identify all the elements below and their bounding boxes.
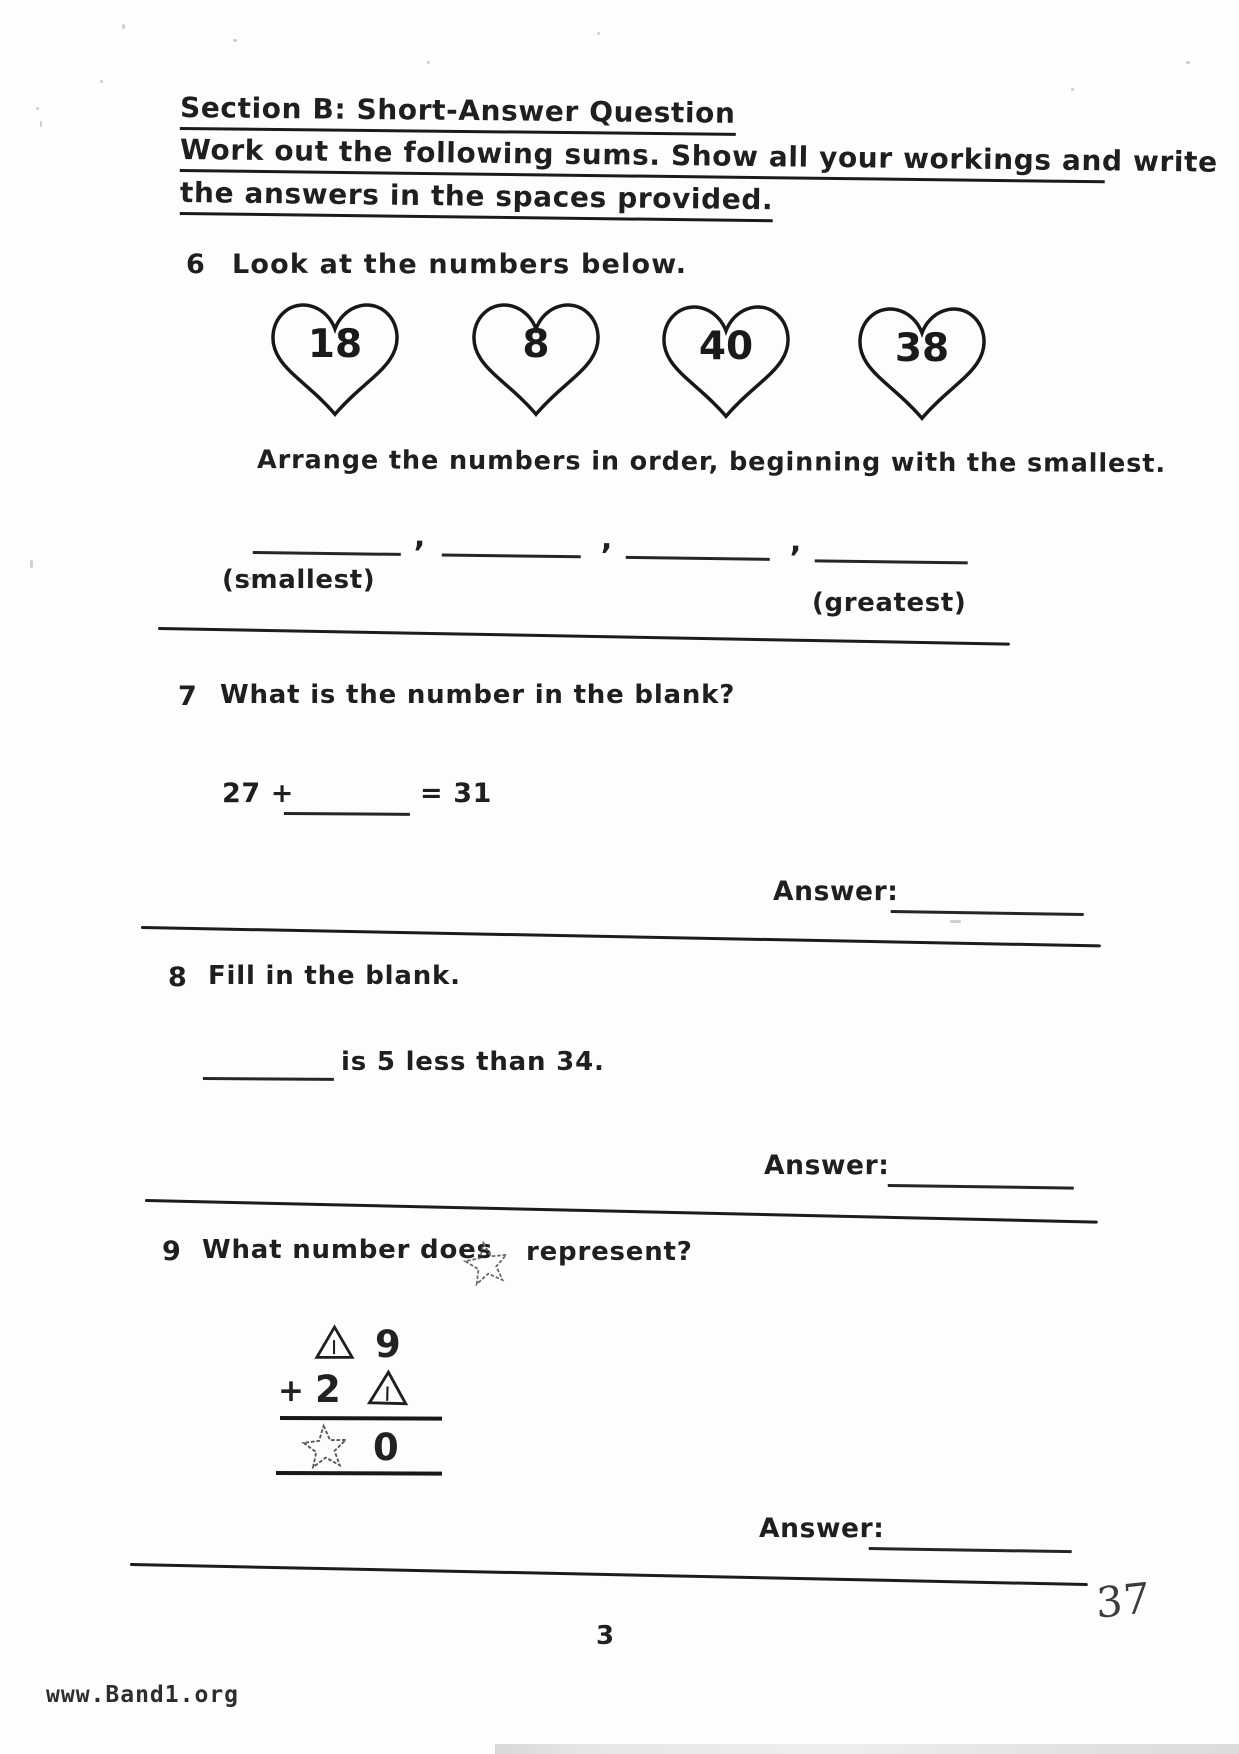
sum-rule xyxy=(276,1471,442,1476)
equation-right: = 31 xyxy=(420,778,492,809)
equation-blank xyxy=(284,779,410,816)
order-blank-4 xyxy=(815,527,968,564)
scan-speckle xyxy=(233,39,237,42)
scan-speckle xyxy=(1071,88,1074,91)
page-number: 3 xyxy=(596,1621,615,1651)
sum-rule xyxy=(280,1416,442,1421)
scan-speckle xyxy=(40,121,42,127)
heart-value: 40 xyxy=(698,324,754,369)
section-divider xyxy=(130,1563,1088,1586)
question-9-number: 9 xyxy=(162,1236,182,1267)
sum-addend2-tens: 2 xyxy=(315,1368,341,1411)
order-blank-3 xyxy=(626,524,770,561)
scan-speckle xyxy=(427,61,430,64)
order-blank-1 xyxy=(253,519,401,556)
question-7-number: 7 xyxy=(178,681,198,712)
question-8-number: 8 xyxy=(168,962,188,993)
answer-blank-line xyxy=(891,876,1085,916)
plus-sign: + xyxy=(278,1373,304,1409)
scan-speckle xyxy=(30,560,33,568)
scan-speckle xyxy=(597,32,600,35)
equation-left: 27 + xyxy=(222,778,294,809)
bottom-scan-bar xyxy=(495,1744,1239,1754)
heart-value: 38 xyxy=(894,326,950,371)
ordering-blanks-row xyxy=(253,505,983,571)
answer-label: Answer: xyxy=(764,1150,890,1181)
question-6-prompt: Look at the numbers below. xyxy=(232,249,688,280)
heart-value: 8 xyxy=(522,322,550,367)
instructions-line-2: the answers in the spaces provided. xyxy=(180,177,774,222)
heart-shape-icon xyxy=(466,296,606,422)
scan-speckle xyxy=(248,577,252,580)
triangle-icon xyxy=(366,1367,409,1407)
question-9-prompt-after: represent? xyxy=(526,1237,693,1267)
question-9-prompt-before: What number does xyxy=(202,1235,493,1265)
greatest-label: (greatest) xyxy=(812,588,967,618)
section-title: Section B: Short-Answer Question xyxy=(180,92,736,136)
heart-shape-icon xyxy=(656,298,796,424)
comma-separator: , xyxy=(600,521,614,557)
answer-blank-line xyxy=(869,1513,1073,1553)
section-divider xyxy=(145,1199,1098,1224)
comma-separator: , xyxy=(413,519,427,555)
answer-blank-line xyxy=(888,1150,1074,1190)
scan-speckle xyxy=(36,107,39,110)
arrange-instruction: Arrange the numbers in order, beginning with the smallest. xyxy=(256,445,1167,479)
statement-blank xyxy=(203,1044,334,1081)
triangle-icon xyxy=(314,1323,355,1361)
comma-separator: , xyxy=(789,524,803,560)
answer-label: Answer: xyxy=(773,876,899,907)
order-blank-2 xyxy=(442,521,581,558)
grader-mark: 37 xyxy=(1095,1573,1151,1628)
heart-shape-icon xyxy=(265,296,405,422)
heart-value: 18 xyxy=(307,322,363,367)
question-6-number: 6 xyxy=(186,249,206,280)
section-divider xyxy=(158,627,1010,646)
instructions-line-1: Work out the following sums. Show all your workings and write xyxy=(180,134,1105,183)
section-divider xyxy=(141,926,1101,947)
question-8-prompt: Fill in the blank. xyxy=(208,961,461,991)
heart-shape-icon xyxy=(852,300,992,426)
star-icon xyxy=(298,1421,351,1470)
scan-speckle xyxy=(1186,61,1190,64)
star-icon xyxy=(460,1237,513,1289)
scan-speckle xyxy=(122,24,125,29)
watermark-url: www.Band1.org xyxy=(46,1682,240,1708)
question-7-prompt: What is the number in the blank? xyxy=(220,680,736,710)
answer-label: Answer: xyxy=(759,1513,885,1544)
sum-addend1-ones: 9 xyxy=(375,1323,401,1366)
smallest-label: (smallest) xyxy=(222,565,376,595)
scan-speckle xyxy=(100,80,103,83)
sum-result-ones: 0 xyxy=(373,1426,399,1469)
statement-text: is 5 less than 34. xyxy=(341,1047,605,1077)
scan-speckle xyxy=(950,920,961,923)
